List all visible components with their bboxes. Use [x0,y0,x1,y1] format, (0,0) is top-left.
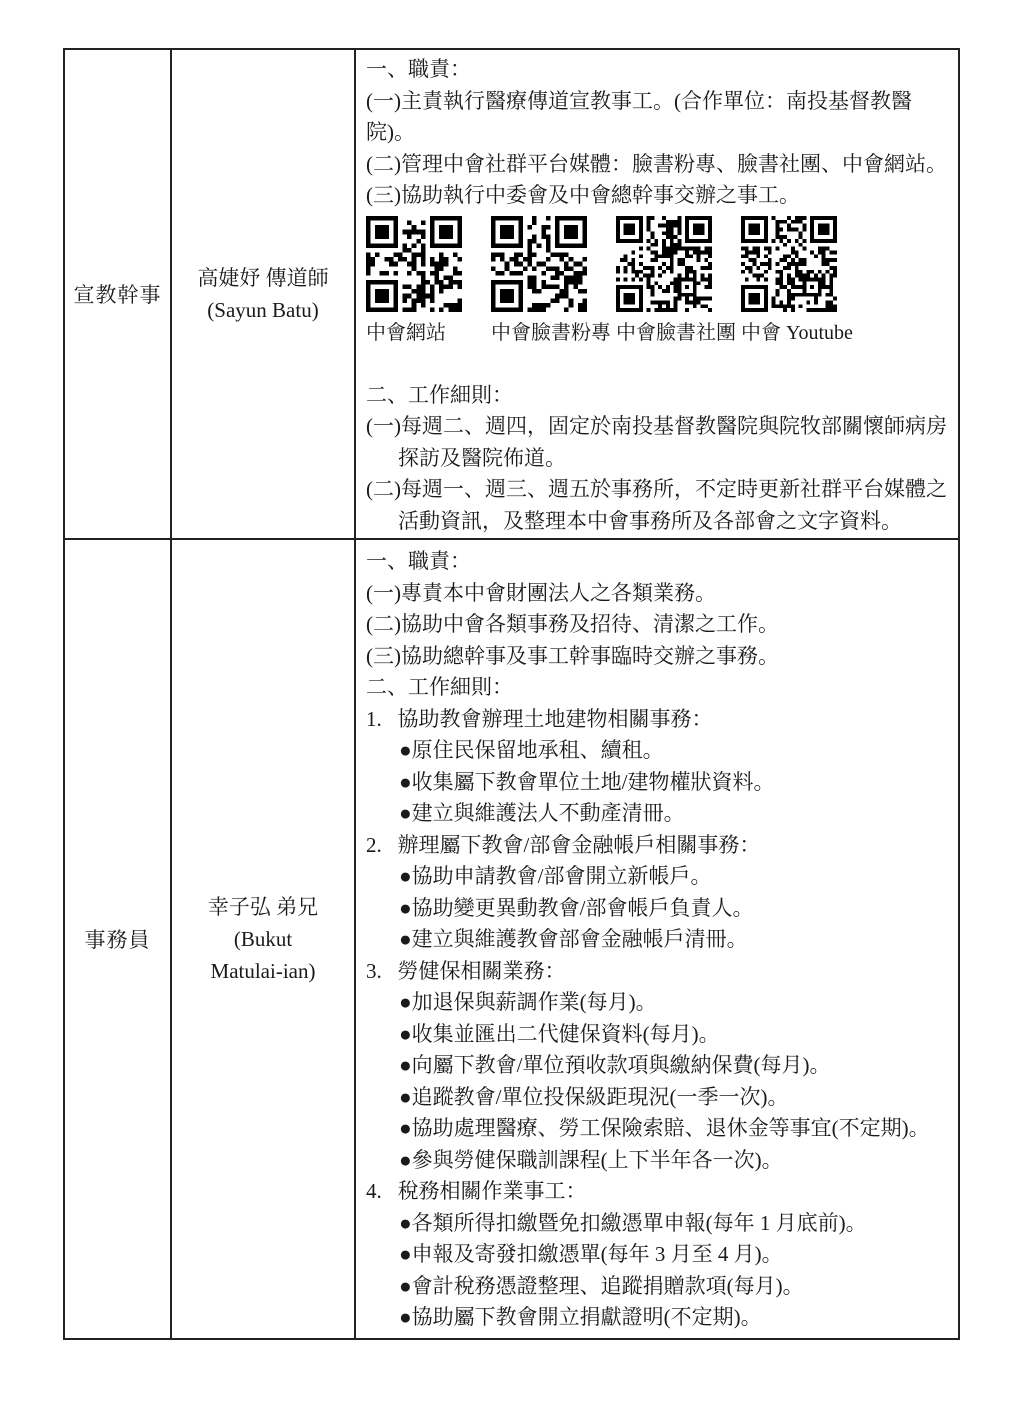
person-name-line: (Bukut [233,927,293,951]
text-line: ●協助處理醫療、勞工保險索賠、退休金等事宜(不定期)。 [399,1116,930,1140]
qr-code-label: 中會網站 [366,321,446,344]
text-line: ●各類所得扣繳暨免扣繳憑單申報(每年 1 月底前)。 [399,1210,867,1235]
text-line: (二)協助中會各類事務及招待、清潔之工作。 [366,612,779,636]
text-line: ●建立與維護法人不動產清冊。 [399,801,685,825]
role-label: 宣教幹事 [73,283,162,307]
text-line: 二、工作細則： [366,382,513,407]
duty-lines [366,54,952,212]
qr-block [616,216,741,346]
text-line: 4. 稅務相關作業事工： [366,1179,587,1203]
person-cell-clerk [172,540,356,1338]
text-line: (二)每週一、週三、週五於事務所，不定時更新社群平台媒體之 [366,477,947,501]
person-name-line: Matulai-ian) [210,959,316,983]
text-line: ●建立與維護教會部會金融帳戶清冊。 [399,927,748,951]
text-line: 二、工作細則： [366,675,513,699]
text-line: ●追蹤教會/單位投保級距現況(一季一次)。 [399,1084,789,1109]
duties-cell-mission-secretary [356,50,958,540]
text-line: 2. 辦理屬下教會/部會金融帳戶相關事務： [366,832,761,857]
text-line: ●協助申請教會/部會開立新帳戶。 [399,864,712,888]
text-line: ●加退保與薪調作業(每月)。 [399,990,657,1014]
role-cell-mission-secretary [65,50,172,540]
role-label: 事務員 [84,928,151,952]
text-line: ●參與勞健保職訓課程(上下半年各一次)。 [399,1147,783,1172]
text-line: ●協助屬下教會開立捐獻證明(不定期)。 [399,1305,762,1329]
work-detail-lines [366,380,952,541]
qr-code-row [366,216,952,346]
qr-code-image [366,216,462,312]
qr-code-label: 中會 Youtube [741,321,853,344]
text-line: ●向屬下教會/單位預收款項與繳納保費(每月)。 [399,1053,831,1077]
text-line: ●申報及寄發扣繳憑單(每年 3 月至 4 月)。 [399,1242,783,1266]
qr-block [366,216,491,346]
qr-code-image [491,216,587,312]
text-line: ●協助變更異動教會/部會帳戶負責人。 [399,895,754,920]
qr-code-image [741,216,837,312]
text-line: (三)協助總幹事及事工幹事臨時交辦之事務。 [366,643,779,668]
qr-code-label: 中會臉書粉專 [491,321,611,344]
text-line: (二)管理中會社群平台媒體：臉書粉專、臉書社團、中會網站。 [366,151,947,176]
text-line: ●會計稅務憑證整理、追蹤捐贈款項(每月)。 [399,1273,804,1298]
text-line: (一)主責執行醫療傳道宣教事工。(合作單位：南投基督教醫院)。 [366,88,912,144]
text-line: 一、職責： [366,57,471,81]
qr-block [491,216,616,346]
text-line: ●收集屬下教會單位土地/建物權狀資料。 [399,769,775,794]
text-line: 1. 協助教會辦理土地建物相關事務： [366,706,713,731]
text-line: ●收集並匯出二代健保資料(每月)。 [399,1021,720,1046]
text-line: 活動資訊，及整理本中會事務所及各部會之文字資料。 [398,508,902,533]
person-name-line: 幸子弘 弟兄 [207,895,319,919]
text-line: ●原住民保留地承租、續租。 [399,738,664,762]
duties-cell-clerk [356,540,958,1338]
text-line: 3. 勞健保相關業務： [366,958,566,983]
role-cell-clerk [65,540,172,1338]
qr-code-label: 中會臉書社團 [616,321,736,344]
person-name-line: 高婕妤 傳道師 [197,266,329,290]
person-name-line: (Sayun Batu) [207,298,319,322]
qr-block [741,216,853,346]
person-cell-mission-secretary [172,50,356,540]
qr-code-image [616,216,712,312]
text-line: 一、職責： [366,549,471,573]
text-line: (一)專責本中會財團法人之各類業務。 [366,580,716,605]
text-line: (三)協助執行中委會及中會總幹事交辦之事工。 [366,183,800,207]
work-detail-lines [366,544,952,1334]
text-line: 探訪及醫院佈道。 [398,445,566,470]
job-duty-table [63,48,960,1340]
text-line: (一)每週二、週四，固定於南投基督教醫院與院牧部關懷師病房 [366,414,947,438]
